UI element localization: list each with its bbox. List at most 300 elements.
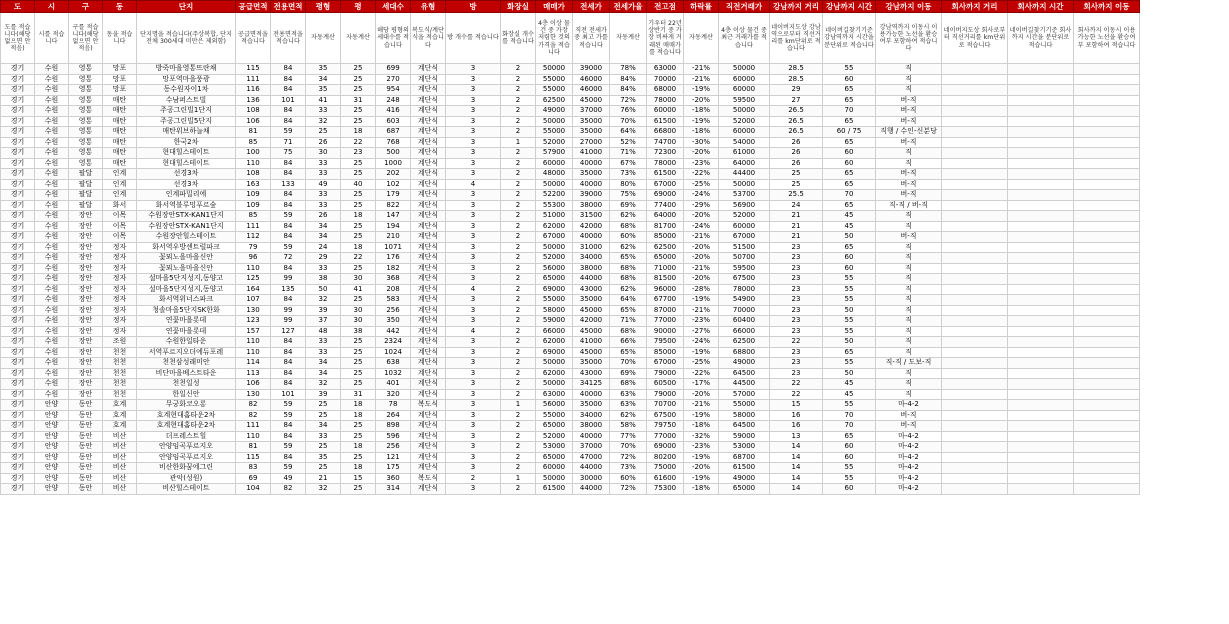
data-cell[interactable]: 직	[876, 347, 942, 358]
data-cell[interactable]: 320	[376, 389, 411, 400]
data-cell[interactable]: 화서역우방센트럴파크	[137, 242, 236, 253]
data-cell[interactable]: 2	[501, 431, 536, 442]
data-cell[interactable]: 69000	[647, 442, 684, 453]
data-cell[interactable]: 35000	[573, 400, 610, 411]
data-cell[interactable]: 55000	[536, 85, 573, 96]
data-cell[interactable]: 3	[446, 463, 501, 474]
description-cell[interactable]: 방 개수를 적습니다	[446, 13, 501, 64]
data-cell[interactable]: 84	[271, 347, 306, 358]
data-cell[interactable]: 54900	[719, 295, 770, 306]
data-cell[interactable]: 16	[770, 410, 823, 421]
data-cell[interactable]: 장안	[69, 242, 103, 253]
data-cell[interactable]: 175	[376, 463, 411, 474]
data-cell[interactable]: 60	[823, 74, 876, 85]
data-cell[interactable]: 경기	[1, 242, 35, 253]
data-cell[interactable]	[1074, 389, 1140, 400]
data-cell[interactable]: 계단식	[411, 200, 446, 211]
data-cell[interactable]	[1074, 463, 1140, 474]
data-cell[interactable]: -23%	[684, 442, 719, 453]
data-cell[interactable]: 인계	[103, 179, 137, 190]
data-cell[interactable]: 50	[823, 337, 876, 348]
data-cell[interactable]: 84%	[610, 85, 647, 96]
data-cell[interactable]: 84	[271, 85, 306, 96]
data-cell[interactable]: 천천	[103, 368, 137, 379]
data-cell[interactable]: 매탄	[103, 116, 137, 127]
data-cell[interactable]: 안양임곡푸르지오	[137, 442, 236, 453]
data-cell[interactable]: 40000	[573, 158, 610, 169]
data-cell[interactable]: 경기	[1, 473, 35, 484]
data-cell[interactable]: 21	[770, 232, 823, 243]
data-cell[interactable]	[1008, 190, 1074, 201]
data-cell[interactable]: 40000	[573, 389, 610, 400]
data-cell[interactable]: 87000	[647, 305, 684, 316]
data-cell[interactable]: 경기	[1, 64, 35, 75]
data-cell[interactable]: 22	[770, 389, 823, 400]
data-cell[interactable]	[1008, 85, 1074, 96]
data-cell[interactable]: 인계	[103, 190, 137, 201]
data-cell[interactable]: 40	[341, 179, 376, 190]
data-cell[interactable]: 59000	[719, 431, 770, 442]
data-cell[interactable]: 58%	[610, 421, 647, 432]
data-cell[interactable]: 110	[236, 347, 271, 358]
data-cell[interactable]: 직	[876, 158, 942, 169]
data-cell[interactable]: 버-직	[876, 137, 942, 148]
data-cell[interactable]: 127	[271, 326, 306, 337]
data-cell[interactable]: -19%	[684, 410, 719, 421]
data-cell[interactable]: 82	[236, 400, 271, 411]
data-cell[interactable]: 70000	[647, 74, 684, 85]
data-cell[interactable]: 84	[271, 64, 306, 75]
data-cell[interactable]: 62000	[536, 221, 573, 232]
data-cell[interactable]: 79	[236, 242, 271, 253]
data-cell[interactable]: 62500	[536, 95, 573, 106]
data-cell[interactable]: 선경3차	[137, 169, 236, 180]
data-cell[interactable]	[942, 232, 1008, 243]
data-cell[interactable]: 매탄	[103, 148, 137, 159]
data-cell[interactable]: 248	[376, 95, 411, 106]
data-cell[interactable]: 35000	[573, 127, 610, 138]
data-cell[interactable]: 3	[446, 410, 501, 421]
data-cell[interactable]: 18	[341, 211, 376, 222]
data-cell[interactable]: 60	[823, 158, 876, 169]
data-cell[interactable]: 59	[271, 400, 306, 411]
data-cell[interactable]: 52000	[536, 431, 573, 442]
data-cell[interactable]: 256	[376, 305, 411, 316]
data-cell[interactable]	[1008, 127, 1074, 138]
data-cell[interactable]: 경기	[1, 137, 35, 148]
data-cell[interactable]: 경기	[1, 484, 35, 495]
data-cell[interactable]: 65	[823, 95, 876, 106]
data-cell[interactable]: -23%	[684, 158, 719, 169]
data-cell[interactable]: 직	[876, 284, 942, 295]
data-cell[interactable]: 경기	[1, 200, 35, 211]
data-cell[interactable]: 59	[271, 463, 306, 474]
data-cell[interactable]: 계단식	[411, 232, 446, 243]
data-cell[interactable]	[1074, 326, 1140, 337]
data-cell[interactable]: 경기	[1, 106, 35, 117]
data-cell[interactable]: 111	[236, 421, 271, 432]
data-cell[interactable]: 마-4-2	[876, 431, 942, 442]
data-cell[interactable]: 81	[236, 127, 271, 138]
data-cell[interactable]: 44000	[573, 463, 610, 474]
data-cell[interactable]: 40000	[573, 431, 610, 442]
data-cell[interactable]: 동안	[69, 431, 103, 442]
data-cell[interactable]	[1008, 463, 1074, 474]
data-cell[interactable]: 영통	[69, 158, 103, 169]
data-cell[interactable]: 장안	[69, 221, 103, 232]
data-cell[interactable]: 3	[446, 347, 501, 358]
data-cell[interactable]: 60000	[719, 221, 770, 232]
data-cell[interactable]: 72	[271, 253, 306, 264]
data-cell[interactable]	[1008, 410, 1074, 421]
data-cell[interactable]: 2	[501, 410, 536, 421]
data-cell[interactable]: 경기	[1, 148, 35, 159]
data-cell[interactable]: 25	[341, 221, 376, 232]
data-cell[interactable]: 직	[876, 74, 942, 85]
data-cell[interactable]: 67000	[647, 179, 684, 190]
data-cell[interactable]: 40000	[573, 179, 610, 190]
data-cell[interactable]: 72%	[610, 484, 647, 495]
data-cell[interactable]: 83	[236, 463, 271, 474]
data-cell[interactable]: 25	[341, 106, 376, 117]
data-cell[interactable]: 130	[236, 305, 271, 316]
data-cell[interactable]: 안양	[35, 463, 69, 474]
data-cell[interactable]: 84	[271, 379, 306, 390]
data-cell[interactable]: 84	[271, 421, 306, 432]
data-cell[interactable]: 71%	[610, 316, 647, 327]
data-cell[interactable]: 99	[271, 274, 306, 285]
data-cell[interactable]: 69%	[610, 200, 647, 211]
data-cell[interactable]: 직-직 / 버-직	[876, 200, 942, 211]
data-cell[interactable]: 70%	[610, 442, 647, 453]
data-cell[interactable]	[942, 221, 1008, 232]
data-cell[interactable]: 경기	[1, 452, 35, 463]
data-cell[interactable]: 70700	[647, 400, 684, 411]
data-cell[interactable]: 23	[770, 358, 823, 369]
data-cell[interactable]: 31	[341, 95, 376, 106]
data-cell[interactable]: 49	[271, 473, 306, 484]
data-cell[interactable]: 3	[446, 368, 501, 379]
data-cell[interactable]: 73%	[610, 169, 647, 180]
data-cell[interactable]: 442	[376, 326, 411, 337]
data-cell[interactable]: 안양	[35, 431, 69, 442]
data-cell[interactable]: 계단식	[411, 337, 446, 348]
data-cell[interactable]: 69000	[647, 190, 684, 201]
data-cell[interactable]: 23	[770, 295, 823, 306]
data-cell[interactable]: 3	[446, 74, 501, 85]
data-cell[interactable]: 25	[341, 337, 376, 348]
data-cell[interactable]: -25%	[684, 179, 719, 190]
data-cell[interactable]	[942, 316, 1008, 327]
data-cell[interactable]: 동안	[69, 442, 103, 453]
data-cell[interactable]: 직	[876, 148, 942, 159]
data-cell[interactable]: 수원	[35, 64, 69, 75]
data-cell[interactable]	[1074, 400, 1140, 411]
data-cell[interactable]: 2	[501, 337, 536, 348]
data-cell[interactable]	[942, 137, 1008, 148]
data-cell[interactable]: 14	[770, 452, 823, 463]
data-cell[interactable]	[942, 347, 1008, 358]
data-cell[interactable]: 70	[823, 190, 876, 201]
data-cell[interactable]: 3	[446, 431, 501, 442]
header-cell[interactable]: 직전거래가	[719, 1, 770, 13]
data-cell[interactable]: 37	[306, 316, 341, 327]
data-cell[interactable]: 3	[446, 190, 501, 201]
data-cell[interactable]	[1008, 473, 1074, 484]
data-cell[interactable]: 2324	[376, 337, 411, 348]
data-cell[interactable]: 안양	[35, 484, 69, 495]
data-cell[interactable]: 수원	[35, 211, 69, 222]
data-cell[interactable]: 정자	[103, 326, 137, 337]
data-cell[interactable]: 22	[770, 337, 823, 348]
data-cell[interactable]: 39000	[573, 64, 610, 75]
data-cell[interactable]: 13	[770, 431, 823, 442]
data-cell[interactable]: 55	[823, 326, 876, 337]
data-cell[interactable]: 48000	[536, 169, 573, 180]
data-cell[interactable]: 270	[376, 74, 411, 85]
data-cell[interactable]: 3	[446, 400, 501, 411]
data-cell[interactable]: 수원	[35, 337, 69, 348]
data-cell[interactable]: 56000	[536, 263, 573, 274]
data-cell[interactable]: 25	[341, 452, 376, 463]
data-cell[interactable]: 마-4-2	[876, 452, 942, 463]
data-cell[interactable]: 2	[501, 64, 536, 75]
data-cell[interactable]: 3	[446, 211, 501, 222]
data-cell[interactable]: 계단식	[411, 284, 446, 295]
data-cell[interactable]: 수원	[35, 389, 69, 400]
data-cell[interactable]: 33	[306, 106, 341, 117]
data-cell[interactable]: 44000	[573, 484, 610, 495]
data-cell[interactable]: 78000	[647, 95, 684, 106]
data-cell[interactable]: 60000	[719, 74, 770, 85]
data-cell[interactable]: 116	[236, 85, 271, 96]
data-cell[interactable]: 45000	[573, 326, 610, 337]
data-cell[interactable]: 67000	[647, 358, 684, 369]
data-cell[interactable]: -20%	[684, 253, 719, 264]
data-cell[interactable]: 25	[306, 442, 341, 453]
data-cell[interactable]: 65%	[610, 253, 647, 264]
data-cell[interactable]: 50000	[536, 358, 573, 369]
data-cell[interactable]	[1074, 358, 1140, 369]
data-cell[interactable]: -30%	[684, 137, 719, 148]
data-cell[interactable]: 3	[446, 221, 501, 232]
data-cell[interactable]: 팔달	[69, 190, 103, 201]
data-cell[interactable]: 46000	[573, 74, 610, 85]
data-cell[interactable]: -20%	[684, 274, 719, 285]
data-cell[interactable]: 경기	[1, 358, 35, 369]
data-cell[interactable]	[942, 284, 1008, 295]
data-cell[interactable]	[942, 169, 1008, 180]
data-cell[interactable]: 75%	[610, 190, 647, 201]
data-cell[interactable]: 80%	[610, 179, 647, 190]
data-cell[interactable]: 직	[876, 263, 942, 274]
data-cell[interactable]: 호계현대홈타운2차	[137, 421, 236, 432]
data-cell[interactable]: 49	[306, 179, 341, 190]
data-cell[interactable]: -20%	[684, 211, 719, 222]
data-cell[interactable]	[942, 463, 1008, 474]
data-cell[interactable]	[1074, 316, 1140, 327]
data-cell[interactable]: 비산	[103, 484, 137, 495]
data-cell[interactable]: 63000	[647, 64, 684, 75]
data-cell[interactable]: 계단식	[411, 274, 446, 285]
data-cell[interactable]: 34000	[573, 253, 610, 264]
data-cell[interactable]: 경기	[1, 221, 35, 232]
data-cell[interactable]: 1	[501, 137, 536, 148]
data-cell[interactable]	[1008, 337, 1074, 348]
data-cell[interactable]: 23	[770, 284, 823, 295]
data-cell[interactable]: 60000	[719, 85, 770, 96]
data-cell[interactable]: 26	[306, 211, 341, 222]
data-cell[interactable]: 114	[236, 358, 271, 369]
data-cell[interactable]: -21%	[684, 64, 719, 75]
data-cell[interactable]: 2	[501, 274, 536, 285]
data-cell[interactable]: 30	[341, 305, 376, 316]
data-cell[interactable]: 이목	[103, 211, 137, 222]
data-cell[interactable]: 52200	[536, 190, 573, 201]
data-cell[interactable]	[1074, 200, 1140, 211]
data-cell[interactable]: 84	[271, 295, 306, 306]
data-cell[interactable]: 50000	[536, 242, 573, 253]
data-cell[interactable]: 18	[341, 410, 376, 421]
data-cell[interactable]: 76%	[610, 106, 647, 117]
data-cell[interactable]: 버-직	[876, 421, 942, 432]
data-cell[interactable]: 61500	[719, 463, 770, 474]
data-cell[interactable]: 62%	[610, 410, 647, 421]
data-cell[interactable]: 194	[376, 221, 411, 232]
data-cell[interactable]: -18%	[684, 421, 719, 432]
data-cell[interactable]	[942, 106, 1008, 117]
data-cell[interactable]: 60000	[536, 463, 573, 474]
data-cell[interactable]: 176	[376, 253, 411, 264]
data-cell[interactable]	[1074, 211, 1140, 222]
data-cell[interactable]: 2	[501, 389, 536, 400]
data-cell[interactable]: 설마을5단지성지,동양고	[137, 274, 236, 285]
data-cell[interactable]: 65	[823, 200, 876, 211]
data-cell[interactable]: 25	[341, 263, 376, 274]
data-cell[interactable]: 84	[271, 221, 306, 232]
data-cell[interactable]: 182	[376, 263, 411, 274]
data-cell[interactable]: 416	[376, 106, 411, 117]
data-cell[interactable]: 34	[306, 358, 341, 369]
data-cell[interactable]: 안양	[35, 421, 69, 432]
data-cell[interactable]	[942, 85, 1008, 96]
data-cell[interactable]	[1074, 158, 1140, 169]
data-cell[interactable]: 67500	[719, 274, 770, 285]
data-cell[interactable]: 계단식	[411, 190, 446, 201]
data-cell[interactable]	[1074, 421, 1140, 432]
data-cell[interactable]: 55	[823, 316, 876, 327]
data-cell[interactable]: 장안	[69, 305, 103, 316]
description-cell[interactable]: 회사까지 이동시 이용가능한 노선을 환승여부 포함하여 적습니다	[1074, 13, 1140, 64]
data-cell[interactable]: 15	[341, 473, 376, 484]
data-cell[interactable]: 직	[876, 337, 942, 348]
data-cell[interactable]	[1008, 295, 1074, 306]
data-cell[interactable]: 41	[341, 284, 376, 295]
data-cell[interactable]: 2	[501, 452, 536, 463]
data-cell[interactable]	[942, 400, 1008, 411]
data-cell[interactable]: 복도식	[411, 400, 446, 411]
data-cell[interactable]: 112	[236, 232, 271, 243]
data-cell[interactable]: 50	[823, 232, 876, 243]
data-cell[interactable]: 58000	[536, 305, 573, 316]
data-cell[interactable]: 망포	[103, 74, 137, 85]
data-cell[interactable]: 정자	[103, 316, 137, 327]
data-cell[interactable]: 65	[823, 85, 876, 96]
header-cell[interactable]: 시	[35, 1, 69, 13]
data-cell[interactable]: 34	[306, 232, 341, 243]
description-cell[interactable]: 네이버지도상 강남역으로부터 직선거리를 km단위로 적습니다	[770, 13, 823, 64]
data-cell[interactable]: 2	[501, 158, 536, 169]
header-cell[interactable]: 단지	[137, 1, 236, 13]
data-cell[interactable]: 2	[501, 95, 536, 106]
data-cell[interactable]: 수원	[35, 326, 69, 337]
data-cell[interactable]: 34	[306, 74, 341, 85]
data-cell[interactable]: 130	[236, 389, 271, 400]
data-cell[interactable]: 수원	[35, 95, 69, 106]
data-cell[interactable]: 2	[501, 148, 536, 159]
data-cell[interactable]: 62%	[610, 211, 647, 222]
data-cell[interactable]: 67500	[647, 410, 684, 421]
data-cell[interactable]: 84	[271, 106, 306, 117]
data-cell[interactable]: 24	[770, 200, 823, 211]
data-cell[interactable]	[1074, 442, 1140, 453]
data-cell[interactable]: 42000	[573, 221, 610, 232]
data-cell[interactable]: 55000	[536, 127, 573, 138]
description-cell[interactable]: 직전 전세가 중 최고 가를 적습니다	[573, 13, 610, 64]
data-cell[interactable]: 관악(성원)	[137, 473, 236, 484]
header-cell[interactable]: 강남까지 시간	[823, 1, 876, 13]
header-cell[interactable]: 공급면적	[236, 1, 271, 13]
data-cell[interactable]: 51000	[536, 211, 573, 222]
data-cell[interactable]: 계단식	[411, 326, 446, 337]
data-cell[interactable]: 안양임곡푸르지오	[137, 452, 236, 463]
data-cell[interactable]: 71000	[647, 263, 684, 274]
data-cell[interactable]	[1008, 274, 1074, 285]
data-cell[interactable]	[1074, 452, 1140, 463]
data-cell[interactable]: 계단식	[411, 106, 446, 117]
data-cell[interactable]: 110	[236, 263, 271, 274]
data-cell[interactable]: 직	[876, 379, 942, 390]
data-cell[interactable]: 정자	[103, 274, 137, 285]
data-cell[interactable]: 2	[501, 358, 536, 369]
data-cell[interactable]: -19%	[684, 116, 719, 127]
data-cell[interactable]: 복도식	[411, 473, 446, 484]
data-cell[interactable]: 60000	[719, 127, 770, 138]
data-cell[interactable]: 50000	[719, 106, 770, 117]
data-cell[interactable]: 31	[341, 389, 376, 400]
data-cell[interactable]: 50	[306, 284, 341, 295]
data-cell[interactable]: 25	[341, 484, 376, 495]
data-cell[interactable]: 84	[271, 200, 306, 211]
data-cell[interactable]: -19%	[684, 347, 719, 358]
data-cell[interactable]: 매탄위브하늘채	[137, 127, 236, 138]
data-cell[interactable]: 45000	[573, 305, 610, 316]
data-cell[interactable]: -21%	[684, 232, 719, 243]
data-cell[interactable]: 2	[501, 305, 536, 316]
data-cell[interactable]: -18%	[684, 484, 719, 495]
data-cell[interactable]	[1074, 284, 1140, 295]
data-cell[interactable]: 버-직	[876, 169, 942, 180]
data-cell[interactable]: 33	[306, 200, 341, 211]
data-cell[interactable]: -19%	[684, 473, 719, 484]
data-cell[interactable]: 60 / 75	[823, 127, 876, 138]
data-cell[interactable]: 3	[446, 242, 501, 253]
data-cell[interactable]	[1008, 106, 1074, 117]
data-cell[interactable]: 직	[876, 64, 942, 75]
data-cell[interactable]: 수원	[35, 284, 69, 295]
data-cell[interactable]: 2	[501, 190, 536, 201]
data-cell[interactable]: 장안	[69, 368, 103, 379]
